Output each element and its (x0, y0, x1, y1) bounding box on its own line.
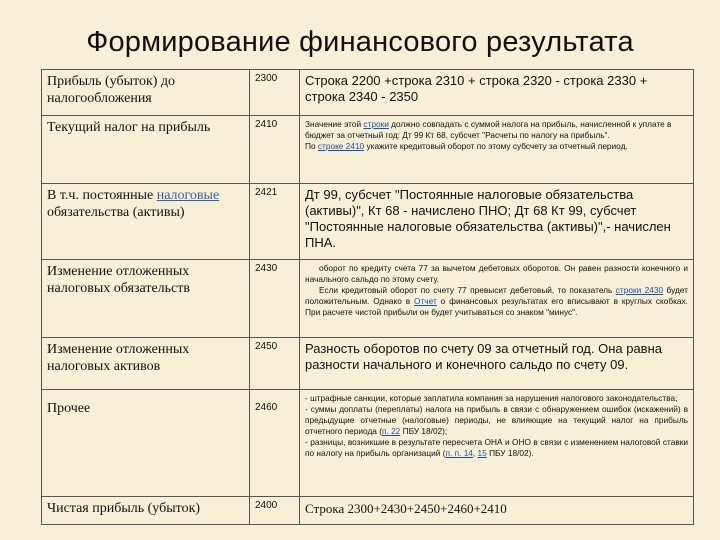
desc-link[interactable]: п. п. 14 (445, 448, 473, 458)
name-text: В т.ч. постоянные (47, 188, 157, 203)
line-code: 2430 (250, 260, 300, 338)
indicator-description: Строка 2200 +строка 2310 + строка 2320 - строка 2330 + строка 2340 - 2350 (300, 70, 694, 116)
indicator-description: Дт 99, субсчет "Постоянные налоговые обязательства (активы)", Кт 68 - начислено ПНО; Дт 68 Кт 99, субсчет "Постоянные налоговые обязательства (активы)",- начислен ПНА. (300, 184, 694, 260)
indicator-name: Чистая прибыль (убыток) (42, 497, 250, 525)
financial-result-table (41, 69, 694, 525)
desc-text: оборот по кредиту счета 77 за вычетом дебетовых оборотов. Он равен разности конечного и начального сальдо по этому счету. (305, 263, 688, 284)
indicator-name: Прибыль (убыток) до налогообложения (42, 70, 250, 116)
desc-link[interactable]: п. 22 (381, 426, 401, 436)
desc-text: о финансовых результатах его вписывают в круглых скобках. При расчете чистой прибыли он будет учитываться со знаком "минус". (305, 296, 688, 317)
table-row (42, 116, 694, 184)
desc-text: ПБУ 18/02); (400, 426, 448, 436)
indicator-name (42, 184, 250, 260)
table-row (42, 497, 694, 525)
table-row (42, 390, 694, 497)
indicator-name: Изменение отложенных налоговых обязательств (42, 260, 250, 338)
desc-link[interactable]: строке 2410 (317, 141, 365, 151)
desc-text: - разницы, возникшие в результате пересчета ОНА и ОНО в связи с изменением налоговой ставки по налогу на прибыль организаций ( (305, 437, 688, 458)
indicator-name: Прочее (42, 390, 250, 497)
table-row (42, 338, 694, 390)
slide-title: Формирование финансового результата (86, 26, 634, 58)
line-code: 2421 (250, 184, 300, 260)
table-row (42, 260, 694, 338)
desc-text: Если кредитовый оборот по счету 77 превысит дебетовый, то показатель (319, 285, 616, 295)
name-link[interactable]: налоговые (156, 188, 220, 203)
desc-text: укажите кредитовый оборот по этому субсчету за отчетный период. (364, 141, 628, 151)
desc-link[interactable]: строки (363, 119, 389, 129)
desc-text: По (305, 141, 318, 151)
desc-text: - штрафные санкции, которые заплатила компания за нарушения налогового законодательства; (305, 393, 678, 403)
desc-text: - суммы доплаты (переплаты) налога на прибыль в связи с обнаружением ошибок (искажений) в предыдущие отчетные (налоговые) периоды, не влияющие на текущий налог на прибыль отчетного периода ( (305, 404, 688, 436)
desc-link[interactable]: 15 (477, 448, 487, 458)
desc-link[interactable]: Отчет (414, 296, 437, 306)
line-code: 2460 (250, 390, 300, 497)
name-text: обязательства (активы) (47, 205, 185, 220)
line-code: 2410 (250, 116, 300, 184)
desc-text: должно совпадать с суммой налога на прибыль, начисленной к уплате в бюджет за отчетный год: Дт 99 Кт 68, субсчет "Расчеты по налогу на прибыль". (305, 119, 672, 140)
indicator-description (300, 260, 694, 338)
indicator-name: Изменение отложенных налоговых активов (42, 338, 250, 390)
desc-text: ПБУ 18/02). (486, 448, 534, 458)
table-row (42, 70, 694, 116)
indicator-description (300, 116, 694, 184)
desc-link[interactable]: строки 2430 (615, 285, 664, 295)
indicator-description: Разность оборотов по счету 09 за отчетный год. Она равна разности начального и конечного сальдо по счету 09. (300, 338, 694, 390)
indicator-name: Текущий налог на прибыль (42, 116, 250, 184)
desc-text: Значение этой (305, 119, 364, 129)
table-row (42, 184, 694, 260)
line-code: 2450 (250, 338, 300, 390)
desc-text: , (472, 448, 478, 458)
line-code: 2300 (250, 70, 300, 116)
indicator-description: Строка 2300+2430+2450+2460+2410 (300, 497, 694, 525)
line-code: 2400 (250, 497, 300, 525)
indicator-description (300, 390, 694, 497)
desc-text: будет положительным. Однако в (305, 285, 688, 306)
